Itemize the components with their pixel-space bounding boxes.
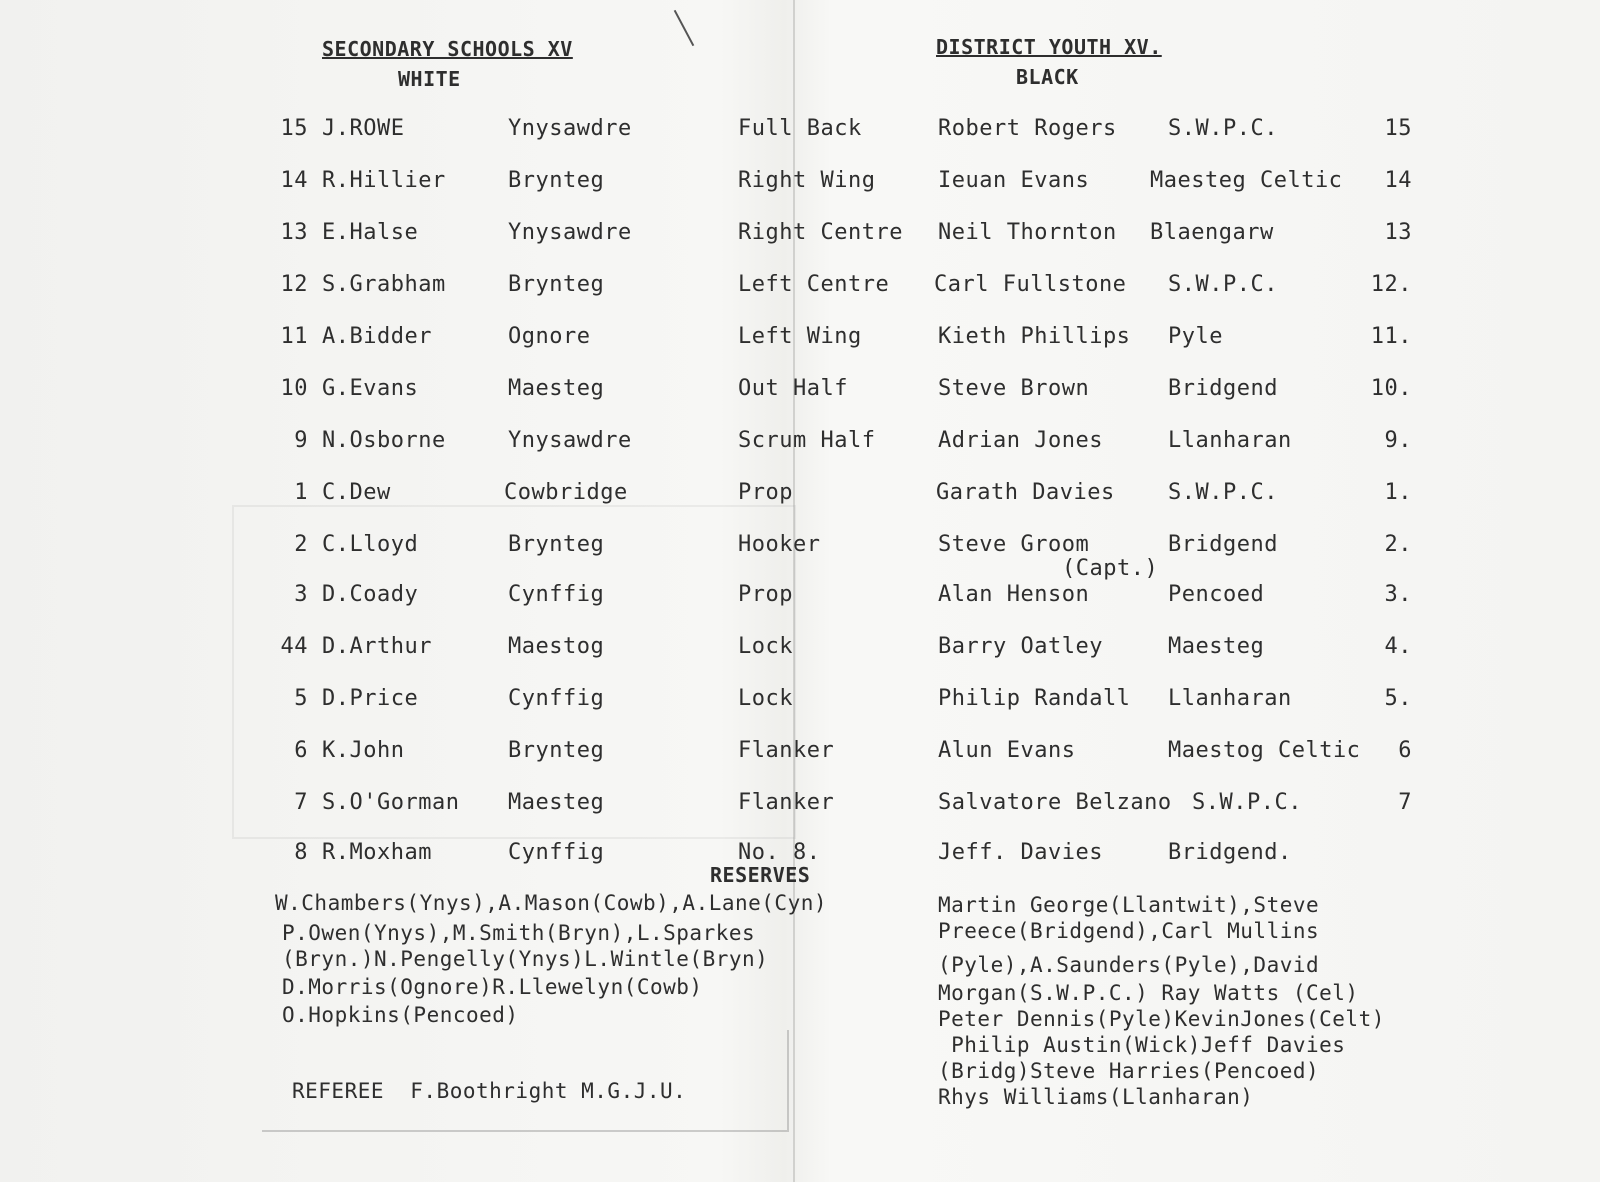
right-reserves-line: Peter Dennis(Pyle)KevinJones(Celt) [938,1007,1385,1031]
right-player-club: S.W.P.C. [1168,116,1278,141]
pencil-mark [674,10,695,46]
left-player-name: E.Halse [322,220,419,245]
right-team-title: DISTRICT YOUTH XV. [936,35,1162,59]
right-player-name: Ieuan Evans [938,168,1090,193]
left-player-name: G.Evans [322,376,419,401]
left-player-name: K.John [322,738,405,763]
left-player-number: 9 [294,428,308,453]
position-label: Full Back [738,116,862,141]
right-player-club: Blaengarw [1150,220,1274,245]
right-player-club: Bridgend [1168,376,1278,401]
left-player-club: Brynteg [508,532,605,557]
left-player-club: Maesteg [508,790,605,815]
position-label: Scrum Half [738,428,876,453]
left-player-name: N.Osborne [322,428,446,453]
position-label: Lock [738,634,793,659]
right-player-number: 6 [1398,738,1412,763]
right-player-name: Alun Evans [938,738,1076,763]
left-player-name: J.ROWE [322,116,405,141]
right-player-number: 3. [1384,582,1412,607]
right-player-club: Pencoed [1168,582,1265,607]
right-player-number: 14 [1384,168,1412,193]
right-player-number: 10. [1370,376,1412,401]
position-label: Flanker [738,790,835,815]
right-player-name: Salvatore Belzano [938,790,1172,815]
right-player-number: 13 [1384,220,1412,245]
position-label: Left Wing [738,324,862,349]
right-player-name: Robert Rogers [938,116,1117,141]
right-player-number: 12. [1370,272,1412,297]
right-player-number: 11. [1370,324,1412,349]
right-player-name: Kieth Phillips [938,324,1131,349]
left-player-name: A.Bidder [322,324,432,349]
left-player-number: 1 [294,480,308,505]
right-player-name: Neil Thornton [938,220,1117,245]
right-player-club: Bridgend [1168,532,1278,557]
right-player-name: Barry Oatley [938,634,1103,659]
right-player-name: Steve Groom [938,532,1090,557]
right-player-club: Maestog Celtic [1168,738,1361,763]
left-player-name: S.Grabham [322,272,446,297]
referee-line: REFEREE F.Boothright M.G.J.U. [292,1079,687,1103]
right-player-club: S.W.P.C. [1168,272,1278,297]
right-player-club: Maesteg [1168,634,1265,659]
left-player-name: C.Lloyd [322,532,419,557]
right-team-colour: BLACK [1016,65,1079,89]
left-player-number: 3 [294,582,308,607]
left-player-club: Ynysawdre [508,428,632,453]
left-team-colour: WHITE [398,67,461,91]
left-player-club: Maestog [508,634,605,659]
left-player-number: 2 [294,532,308,557]
right-player-number: 15 [1384,116,1412,141]
right-player-club: S.W.P.C. [1192,790,1302,815]
right-player-name: Steve Brown [938,376,1090,401]
left-player-club: Ognore [508,324,591,349]
left-player-name: D.Coady [322,582,419,607]
left-player-number: 8 [294,840,308,865]
left-reserves-line: D.Morris(Ognore)R.Llewelyn(Cowb) [282,975,703,999]
left-player-number: 6 [294,738,308,763]
right-player-name: Carl Fullstone [934,272,1127,297]
captain-note: (Capt.) [1062,556,1159,581]
right-player-number: 5. [1384,686,1412,711]
left-player-club: Ynysawdre [508,220,632,245]
right-player-club: S.W.P.C. [1168,480,1278,505]
position-label: Prop [738,480,793,505]
left-player-club: Maesteg [508,376,605,401]
left-player-club: Brynteg [508,738,605,763]
right-player-name: Alan Henson [938,582,1090,607]
right-player-name: Adrian Jones [938,428,1103,453]
position-label: Right Wing [738,168,876,193]
left-player-name: D.Arthur [322,634,432,659]
left-reserves-line: P.Owen(Ynys),M.Smith(Bryn),L.Sparkes [282,921,756,945]
right-player-club: Llanharan [1168,686,1292,711]
right-player-number: 4. [1384,634,1412,659]
right-reserves-line: Rhys Williams(Llanharan) [938,1085,1254,1109]
position-label: Flanker [738,738,835,763]
left-reserves-line: (Bryn.)N.Pengelly(Ynys)L.Wintle(Bryn) [282,947,769,971]
left-player-name: R.Moxham [322,840,432,865]
position-label: Prop [738,582,793,607]
left-player-club: Brynteg [508,272,605,297]
right-player-club: Pyle [1168,324,1223,349]
right-player-number: 9. [1384,428,1412,453]
position-label: Right Centre [738,220,903,245]
right-player-club: Llanharan [1168,428,1292,453]
left-player-number: 13 [280,220,308,245]
left-reserves-line: O.Hopkins(Pencoed) [282,1003,519,1027]
right-player-number: 1. [1384,480,1412,505]
left-player-number: 11 [280,324,308,349]
left-player-name: S.O'Gorman [322,790,460,815]
right-player-club: Bridgend. [1168,840,1292,865]
position-label: Hooker [738,532,821,557]
left-player-club: Brynteg [508,168,605,193]
left-player-number: 7 [294,790,308,815]
right-player-club: Maesteg Celtic [1150,168,1343,193]
left-player-name: R.Hillier [322,168,446,193]
right-reserves-line: (Bridg)Steve Harries(Pencoed) [938,1059,1320,1083]
left-team-title: SECONDARY SCHOOLS XV [322,37,573,61]
left-player-name: C.Dew [322,480,391,505]
position-label: No. 8. [738,840,821,865]
right-reserves-line: Preece(Bridgend),Carl Mullins [938,919,1320,943]
left-player-club: Ynysawdre [508,116,632,141]
reserves-heading: RESERVES [710,863,811,887]
right-player-name: Jeff. Davies [938,840,1103,865]
left-reserves-line: W.Chambers(Ynys),A.Mason(Cowb),A.Lane(Cyn) [275,891,828,915]
right-reserves-line: (Pyle),A.Saunders(Pyle),David [938,953,1320,977]
position-label: Out Half [738,376,848,401]
right-reserves-line: Morgan(S.W.P.C.) Ray Watts (Cel) [938,981,1359,1005]
left-player-club: Cowbridge [504,480,628,505]
position-label: Left Centre [738,272,890,297]
left-player-number: 15 [280,116,308,141]
right-reserves-line: Martin George(Llantwit),Steve [938,893,1320,917]
right-player-name: Philip Randall [938,686,1131,711]
left-player-number: 5 [294,686,308,711]
right-player-number: 2. [1384,532,1412,557]
left-player-club: Cynffig [508,686,605,711]
left-player-number: 12 [280,272,308,297]
right-player-number: 7 [1398,790,1412,815]
left-player-number: 10 [280,376,308,401]
left-player-number: 14 [280,168,308,193]
left-player-club: Cynffig [508,582,605,607]
left-player-club: Cynffig [508,840,605,865]
right-reserves-line: Philip Austin(Wick)Jeff Davies [938,1033,1346,1057]
right-player-name: Garath Davies [936,480,1115,505]
position-label: Lock [738,686,793,711]
left-player-number: 44 [280,634,308,659]
left-player-name: D.Price [322,686,419,711]
